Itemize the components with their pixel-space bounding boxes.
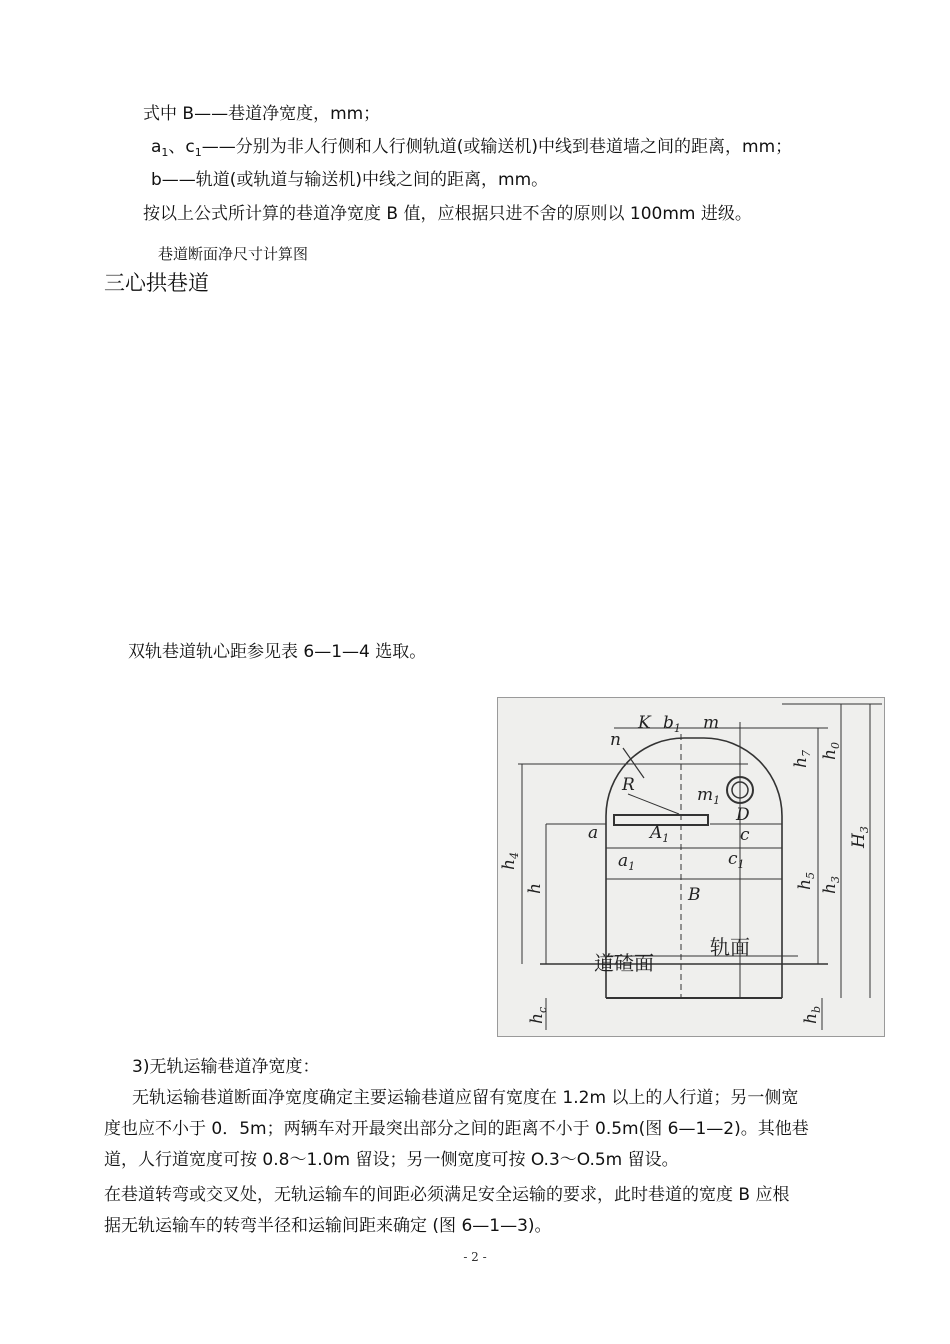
- paragraph-line: 度也应不小于 0．5m；两辆车对开最突出部分之间的距离不小于 0.5m(图 6—1—2)。其他巷: [104, 1119, 809, 1139]
- subscript-1: 1: [161, 146, 169, 159]
- label-hc: $h_c$: [527, 1006, 549, 1024]
- label-ballast-surface: 道碴面: [594, 951, 654, 975]
- definition-B: 式中 B——巷道净宽度，mm；: [143, 104, 381, 124]
- label-c: c: [740, 825, 750, 845]
- label-a1: $a_1$: [618, 851, 636, 873]
- diagram-svg: [498, 698, 884, 1036]
- symbol-c: 、c: [168, 137, 195, 157]
- label-A1: $A_1$: [650, 823, 670, 845]
- label-h7: $h_7$: [791, 750, 813, 768]
- page-number: - 2 -: [463, 1250, 487, 1264]
- section-heading: 三心拱巷道: [104, 271, 209, 295]
- paragraph-line: 道，人行道宽度可按 0.8～1.0m 留设；另一侧宽度可按 O.3～O.5m 留设。: [104, 1150, 679, 1170]
- label-h0: $h_0$: [820, 742, 842, 760]
- radius-leader-R: [628, 794, 679, 814]
- label-c1: $c_1$: [728, 849, 745, 871]
- label-R: R: [622, 775, 635, 795]
- label-hb: $h_b$: [801, 1006, 823, 1024]
- section3-paragraph-1: [104, 1083, 894, 1176]
- figure-caption: 巷道断面净尺寸计算图: [158, 245, 309, 263]
- label-n: n: [610, 730, 621, 750]
- symbol-a: a: [151, 137, 162, 157]
- label-h: h: [525, 883, 545, 894]
- rail-spacing-note: 双轨巷道轨心距参见表 6—1—4 选取。: [128, 642, 427, 662]
- label-h4: $h_4$: [499, 852, 521, 870]
- label-rail-surface: 轨面: [710, 935, 750, 959]
- definition-b: b——轨道(或轨道与输送机)中线之间的距离，mm。: [151, 170, 549, 190]
- label-a: a: [588, 823, 599, 843]
- label-m1: $m_1$: [697, 785, 721, 807]
- paragraph-line: 在巷道转弯或交叉处，无轨运输车的间距必须满足安全运输的要求，此时巷道的宽度 B 应根: [104, 1185, 790, 1205]
- label-K: K: [638, 713, 651, 733]
- rounding-rule: 按以上公式所计算的巷道净宽度 B 值，应根据只进不舍的原则以 100mm 进级。: [143, 204, 752, 224]
- label-h3: $h_3$: [820, 876, 842, 894]
- roadway-section-diagram: [497, 697, 885, 1037]
- paragraph-line: 据无轨运输车的转弯半径和运输间距来确定 (图 6—1—3)。: [104, 1216, 552, 1236]
- label-B: B: [688, 885, 701, 905]
- label-m: m: [703, 713, 720, 733]
- label-b1: $b_1$: [663, 713, 681, 735]
- section3-paragraph-2: [104, 1180, 894, 1242]
- label-h5: $h_5$: [795, 872, 817, 890]
- definition-a1-c1-text: ——分别为非人行侧和人行侧轨道(或输送机)中线到巷道墙之间的距离，mm；: [201, 137, 793, 157]
- label-H3: $H_3$: [849, 826, 871, 848]
- paragraph-line: 无轨运输巷道断面净宽度确定主要运输巷道应留有宽度在 1.2m 以上的人行道；另一侧宽: [132, 1088, 799, 1108]
- section3-title: 3)无轨运输巷道净宽度：: [132, 1057, 320, 1077]
- subscript-1: 1: [194, 146, 202, 159]
- definition-a1-c1: [151, 136, 792, 164]
- label-D: D: [736, 805, 750, 825]
